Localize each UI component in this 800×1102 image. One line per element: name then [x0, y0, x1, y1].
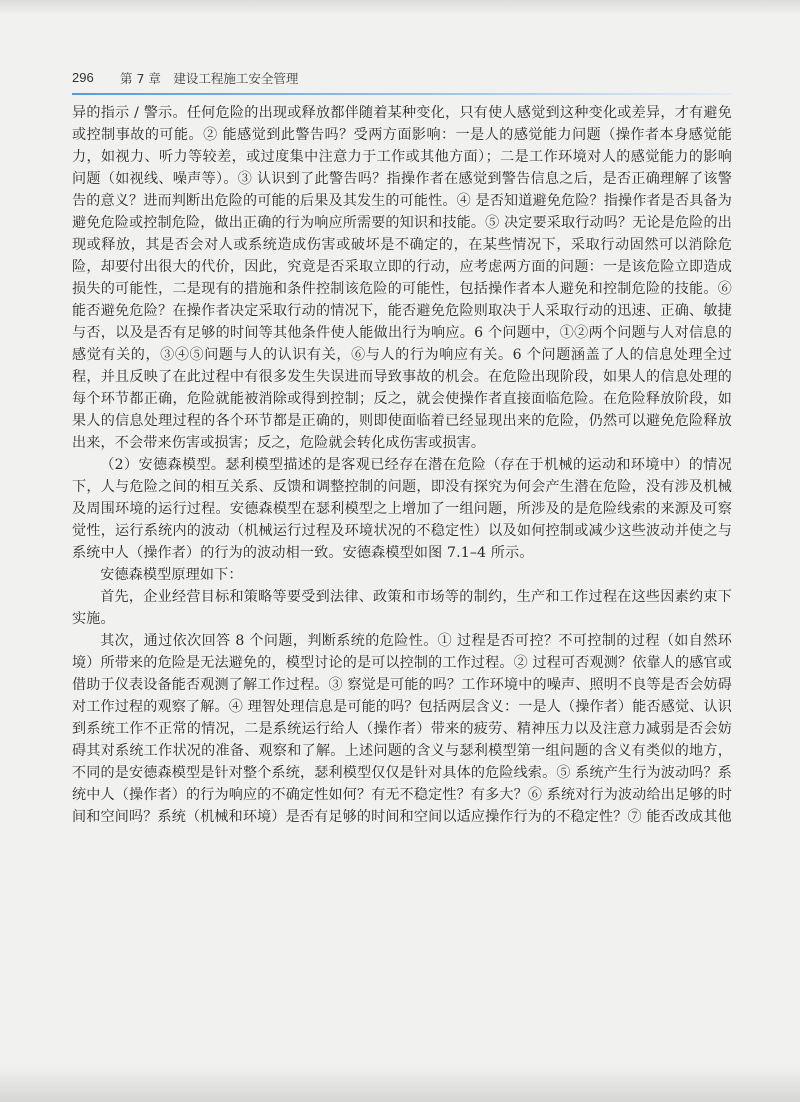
body-text [72, 102, 732, 828]
scan-shadow-bottom [0, 1065, 800, 1102]
page-header [72, 66, 732, 96]
chapter-title: 第 7 章 建设工程施工安全管理 [120, 71, 299, 86]
header-rule [72, 93, 732, 95]
paragraph: 异的指示 / 警示。任何危险的出现或释放都伴随着某种变化，只有使人感觉到这种变化或差异，才有避免或控制事故的可能。② 能感觉到此警告吗？受两方面影响：一是人的感觉能力问题（操作者本身感觉能力，如视力、听力等较差，或过度集中注意力于工作或其他方面）；二是工作环境对人的感觉能力的影响问题（如视线、噪声等）。③ 认识到了此警告吗？指操作者在感觉到警告信息之后，是否正确理解了该警告的意义？进而判断出危险的可能的后果及其发生的可能性。④ 是否知道避免危险？指操作者是否具备为避免危险或控制危险，做出正确的行为响应所需要的知识和技能。⑤ 决定要采取行动吗？无论是危险的出现或释放，其是否会对人或系统造成伤害或破坏是不确定的，在某些情况下，采取行动固然可以消除危险，却要付出很大的代价，因此，究竟是否采取立即的行动，应考虑两方面的问题：一是该危险立即造成损失的可能性，二是现有的措施和条件控制该危险的可能性，包括操作者本人避免和控制危险的技能。⑥ 能否避免危险？在操作者决定采取行动的情况下，能否避免危险则取决于人采取行动的迅速、正确、敏捷与否，以及是否有足够的时间等其他条件使人能做出行为响应。6 个问题中，①②两个问题与人对信息的感觉有关的，③④⑤问题与人的认识有关，⑥与人的行为响应有关。6 个问题涵盖了人的信息处理全过程，并且反映了在此过程中有很多发生失误进而导致事故的机会。在危险出现阶段，如果人的信息处理的每个环节都正确，危险就能被消除或得到控制；反之，就会使操作者直接面临危险。在危险释放阶段，如果人的信息处理过程的各个环节都是正确的，则即使面临着已经显现出来的危险，仍然可以避免危险释放出来，不会带来伤害或损害；反之，危险就会转化成伤害或损害。 [72, 105, 732, 451]
paragraph: 首先，企业经营目标和策略等要受到法律、政策和市场等的制约，生产和工作过程在这些因素约束下实施。 [72, 589, 732, 627]
scan-shadow-top [0, 0, 800, 14]
paragraph: （2）安德森模型。瑟利模型描述的是客观已经存在潜在危险（存在于机械的运动和环境中）的情况下，人与危险之间的相互关系、反馈和调整控制的问题，即没有探究为何会产生潜在危险，没有涉及机械及周围环境的运行过程。安德森模型在瑟利模型之上增加了一组问题，所涉及的是危险线索的来源及可察觉性，运行系统内的波动（机械运行过程及环境状况的不稳定性）以及如何控制或减少这些波动并使之与系统中人（操作者）的行为的波动相一致。安德森模型如图 7.1–4 所示。 [72, 457, 732, 561]
page-number: 296 [72, 70, 94, 85]
paragraph: 安德森模型原理如下： [100, 567, 243, 583]
paragraph: 其次，通过依次回答 8 个问题，判断系统的危险性。① 过程是否可控？不可控制的过程（如自然环境）所带来的危险是无法避免的，模型讨论的是可以控制的工作过程。② 过程可否观测？依靠人的感官或借助于仪表设备能否观测了解工作过程。③ 察觉是可能的吗？工作环境中的噪声、照明不良等是否会妨碍对工作过程的观察了解。④ 理智处理信息是可能的吗？包括两层含义：一是人（操作者）能否感觉、认识到系统工作不正常的情况，二是系统运行给人（操作者）带来的疲劳、精神压力以及注意力减弱是否会妨碍其对系统工作状况的准备、观察和了解。上述问题的含义与瑟利模型第一组问题的含义有类似的地方，不同的是安德森模型是针对整个系统，瑟利模型仅仅是针对具体的危险线索。⑤ 系统产生行为波动吗？系统中人（操作者）的行为响应的不确定性如何？有无不稳定性？有多大？⑥ 系统对行为波动给出足够的时间和空间吗？系统（机械和环境）是否有足够的时间和空间以适应操作行为的不稳定性？⑦ 能否改成其他 [72, 633, 732, 825]
